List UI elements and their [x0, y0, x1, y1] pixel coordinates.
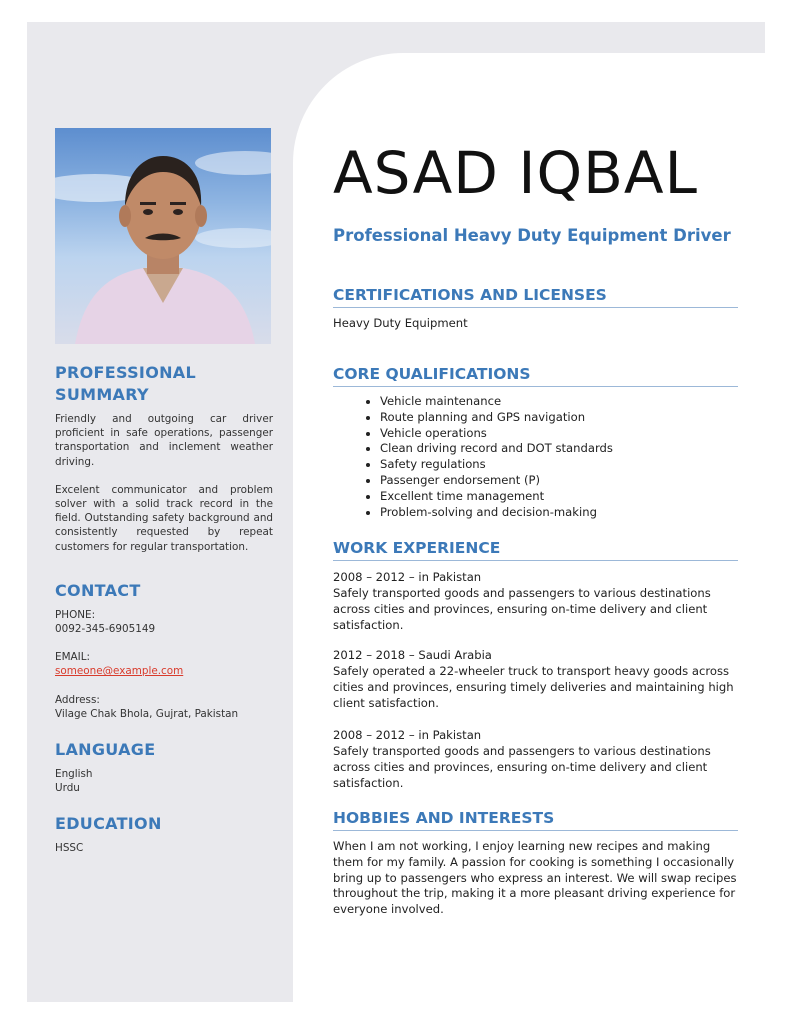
qualifications-list	[356, 394, 613, 520]
education-item: HSSC	[55, 842, 84, 855]
list-item: • Route planning and GPS navigation	[380, 410, 613, 426]
email-link[interactable]: someone@example.com	[55, 665, 184, 678]
address-label: Address:	[55, 693, 100, 706]
summary-paragraph-1: Friendly and outgoing car driver proficient in safe operations, passenger transportation and inclement weather driving.	[55, 413, 273, 468]
sidebar	[55, 360, 273, 856]
qualifications-heading: CORE QUALIFICATIONS	[333, 364, 738, 387]
summary-heading: PROFESSIONAL SUMMARY	[55, 363, 196, 404]
language-heading: LANGUAGE	[55, 740, 156, 760]
list-item: • Safety regulations	[380, 457, 613, 473]
contact-heading: CONTACT	[55, 580, 141, 600]
list-item: • Vehicle operations	[380, 426, 613, 442]
profile-photo-illustration	[55, 128, 271, 344]
job-description: Safely operated a 22-wheeler truck to transport heavy goods across cities and provinces, ensuring timely deliveries and maintaining high client satisfaction.	[333, 664, 734, 710]
phone-value: 0092-345-6905149	[55, 623, 156, 636]
phone-label: PHONE:	[55, 608, 96, 621]
email-label: EMAIL:	[55, 651, 90, 664]
candidate-role: Professional Heavy Duty Equipment Driver	[333, 226, 731, 245]
job-period: 2012 – 2018 – Saudi Arabia	[333, 648, 492, 662]
certification-item: Heavy Duty Equipment	[333, 316, 468, 330]
summary-paragraph-2: Excelent communicator and problem solver with a solid track record in the field. Outstanding safety background and consistently requested by repeat customers for regular transportation.	[55, 483, 273, 553]
education-heading: EDUCATION	[55, 814, 162, 834]
email-row	[55, 664, 273, 678]
job-description: Safely transported goods and passengers to various destinations across cities and provinces, ensuring on-time delivery and client satisfaction.	[333, 586, 711, 632]
list-item: • Excellent time management	[380, 489, 613, 505]
hobbies-heading: HOBBIES AND INTERESTS	[333, 808, 738, 831]
profile-photo	[55, 128, 271, 344]
language-item: English	[55, 768, 93, 781]
language-item: Urdu	[55, 782, 80, 795]
experience-heading: WORK EXPERIENCE	[333, 538, 738, 561]
job-period: 2008 – 2012 – in Pakistan	[333, 570, 482, 584]
job-period: 2008 – 2012 – in Pakistan	[333, 728, 482, 742]
list-item: • Passenger endorsement (P)	[380, 473, 613, 489]
certifications-heading: CERTIFICATIONS AND LICENSES	[333, 285, 738, 308]
list-item: • Problem-solving and decision-making	[380, 505, 613, 521]
list-item: • Vehicle maintenance	[380, 394, 613, 410]
hobbies-text: When I am not working, I enjoy learning new recipes and making them for my family. A passion for cooking is something I occasionally bring up to passengers who express an interest. We will swap recipes throughout the trip, making it a more pleasant driving experience for everyone involved.	[333, 839, 737, 917]
list-item: • Clean driving record and DOT standards	[380, 441, 613, 457]
address-value: Vilage Chak Bhola, Gujrat, Pakistan	[55, 707, 239, 720]
job-description: Safely transported goods and passengers to various destinations across cities and provinces, ensuring on-time delivery and client satisfaction.	[333, 744, 711, 790]
candidate-name: ASAD IQBAL	[333, 139, 698, 207]
